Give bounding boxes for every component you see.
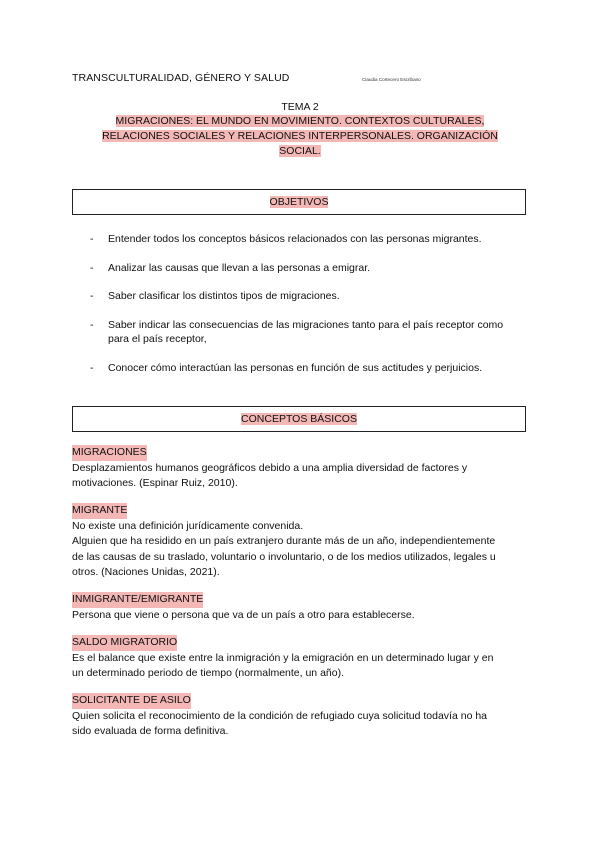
- topic-number: TEMA 2: [281, 101, 319, 113]
- concept-term: SALDO MIGRATORIO: [72, 635, 177, 651]
- list-item-text: Entender todos los conceptos básicos relacionados con las personas migrantes.: [108, 233, 482, 245]
- topic-title-line: MIGRACIONES: EL MUNDO EN MOVIMIENTO. CONTEXTOS CULTURALES,: [115, 115, 485, 127]
- topic-title: [80, 114, 520, 159]
- bullet-dash: -: [90, 318, 94, 331]
- concept-migrante: [72, 503, 528, 581]
- topic-title-line: RELACIONES SOCIALES Y RELACIONES INTERPERSONALES. ORGANIZACIÓN: [102, 130, 498, 142]
- concept-solicitante-asilo: [72, 693, 528, 740]
- topic-title-line: SOCIAL.: [279, 145, 321, 157]
- concept-definition-line: sido evaluada de forma definitiva.: [72, 725, 229, 737]
- concept-definition-line: Alguien que ha residido en un país extranjero durante más de un año, independientemente: [72, 535, 496, 547]
- concept-term: MIGRACIONES: [72, 445, 147, 461]
- concept-term: MIGRANTE: [72, 503, 127, 519]
- list-item-text: para el país receptor,: [108, 333, 207, 345]
- concept-definition-line: Es el balance que existe entre la inmigración y la emigración en un determinado lugar y en: [72, 651, 494, 664]
- objetivos-heading-box: [72, 189, 526, 215]
- author-name: Claudia Cortecero Escribano: [362, 77, 421, 82]
- list-item-text: Analizar las causas que llevan a las personas a emigrar.: [108, 261, 371, 274]
- concept-migraciones: [72, 445, 528, 492]
- bullet-dash: -: [90, 361, 94, 374]
- concept-inmigrante-emigrante: [72, 592, 528, 623]
- conceptos-heading-box: [72, 406, 526, 432]
- concept-definition-line: Persona que viene o persona que va de un país a otro para establecerse.: [72, 608, 415, 621]
- list-item: [90, 361, 530, 376]
- list-item-text: Saber clasificar los distintos tipos de migraciones.: [108, 290, 340, 302]
- list-item-text: Saber indicar las consecuencias de las migraciones tanto para el país receptor como: [108, 318, 504, 331]
- concept-definition-line: un determinado periodo de tiempo (normalmente, un año).: [72, 667, 344, 679]
- concept-term: INMIGRANTE/EMIGRANTE: [72, 592, 203, 608]
- course-title: TRANSCULTURALIDAD, GÉNERO Y SALUD: [72, 72, 290, 84]
- objetivos-heading: OBJETIVOS: [269, 196, 329, 208]
- bullet-dash: -: [90, 233, 94, 245]
- bullet-dash: -: [90, 261, 94, 274]
- objetivos-list: [90, 232, 530, 375]
- concept-definition-line: Quien solicita el reconocimiento de la condición de refugiado cuya solicitud todavía no ha: [72, 709, 488, 722]
- conceptos-heading: CONCEPTOS BÁSICOS: [241, 413, 357, 425]
- list-item-text: Conocer cómo interactúan las personas en función de sus actitudes y perjuicios.: [108, 361, 483, 374]
- list-item: [90, 318, 530, 347]
- concept-definition-line: motivaciones. (Espinar Ruiz, 2010).: [72, 477, 238, 489]
- bullet-dash: -: [90, 290, 94, 302]
- concept-saldo-migratorio: [72, 635, 528, 682]
- concept-definition-line: Desplazamientos humanos geográficos debido a una amplia diversidad de factores y: [72, 461, 468, 474]
- list-item: [90, 232, 530, 247]
- list-item: [90, 289, 530, 304]
- concept-definition-line: de las causas de su traslado, voluntario o involuntario, o de los medios utilizados, legales u: [72, 550, 496, 563]
- concept-definition-line: No existe una definición jurídicamente convenida.: [72, 519, 304, 532]
- concept-term: SOLICITANTE DE ASILO: [72, 693, 191, 709]
- concept-definition-line: otros. (Naciones Unidas, 2021).: [72, 566, 220, 578]
- list-item: [90, 261, 530, 276]
